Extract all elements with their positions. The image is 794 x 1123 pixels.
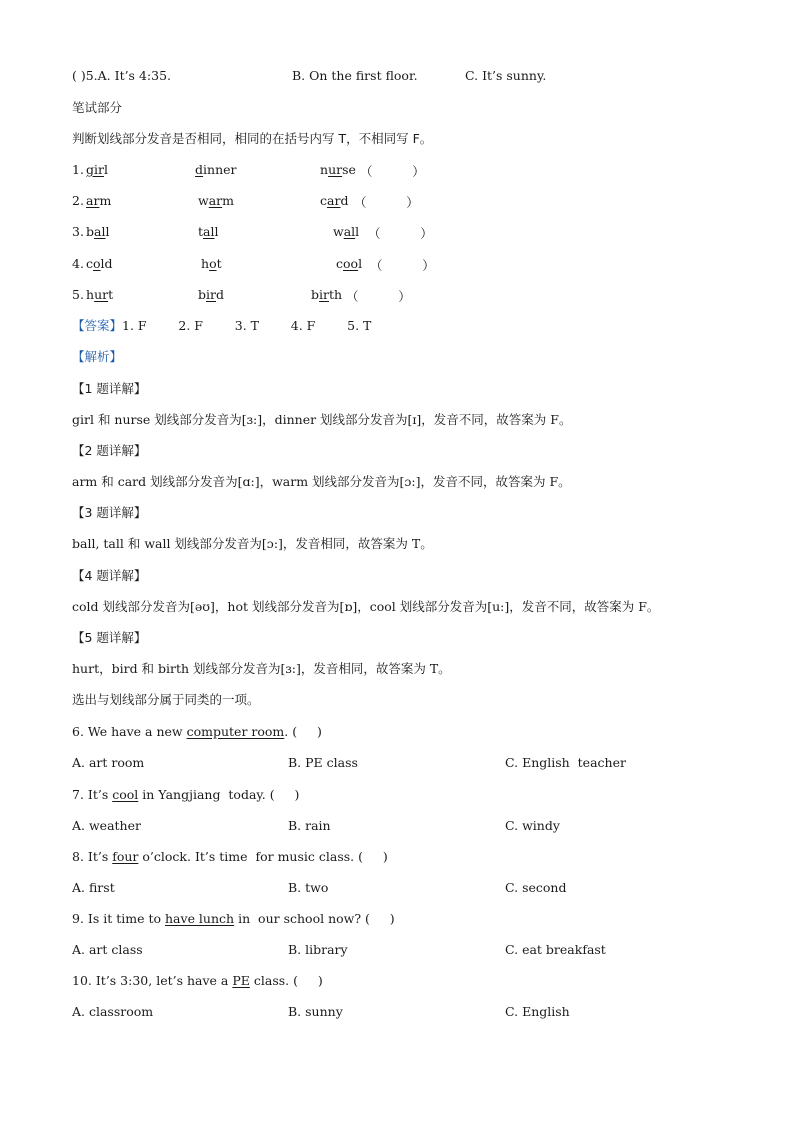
question-text: 6. We have a new (72, 724, 187, 739)
phonics-word (86, 224, 109, 239)
word-part: c (320, 193, 328, 208)
detail-title: 【2 题详解】 (72, 443, 147, 458)
word-part: m (99, 193, 112, 208)
underlined-phrase: PE (232, 973, 250, 988)
option-c: C. eat breakfast (505, 942, 606, 957)
question-text: 9. Is it time to (72, 911, 165, 926)
option-b: B. two (288, 880, 329, 895)
word-part: d (340, 193, 349, 208)
word-part: th (329, 287, 343, 302)
phonics-number: 3. (72, 224, 84, 239)
option-c: C. English (505, 1004, 570, 1019)
detail-title: 【4 题详解】 (72, 568, 147, 583)
option-c: C. second (505, 880, 567, 895)
mc-question (72, 911, 395, 927)
option-a: A. first (72, 880, 115, 895)
phonics-word (198, 193, 234, 208)
word-part: b (311, 287, 320, 302)
phonics-number: 5. (72, 287, 84, 302)
phonics-number: 1. (72, 162, 84, 177)
analysis-label: 【解析】 (72, 349, 123, 364)
word-part: l (358, 256, 363, 271)
detail-text: ball, tall 和 wall 划线部分发音为[ɔ:]，发音相同，故答案为 T。 (72, 536, 433, 551)
section2-instruction: 选出与划线部分属于同类的一项。 (72, 692, 260, 707)
underlined-letters: oo (343, 256, 359, 271)
underlined-letters: o (209, 256, 217, 271)
underlined-phrase: computer room (186, 724, 285, 739)
word-part: n (320, 162, 329, 177)
phonics-word (333, 224, 359, 239)
word-part: l (355, 224, 360, 239)
detail-text: girl 和 nurse 划线部分发音为[ɜ:]，dinner 划线部分发音为[ɪ]，发音不同，故答案为 F。 (72, 412, 572, 427)
option-c: C. English teacher (505, 755, 626, 770)
option-a: A. art room (72, 755, 145, 770)
answer-parentheses: （ ） (346, 289, 411, 304)
q5-line (72, 68, 171, 84)
word-part: t (216, 256, 222, 271)
q5-prefix: ( )5.A. It’s 4:35. (72, 68, 171, 83)
answer-line (72, 318, 371, 334)
question-text: . ( ) (284, 724, 322, 739)
word-part: se (342, 162, 356, 177)
phonics-number: 2. (72, 193, 84, 208)
underlined-letters: gir (86, 162, 104, 177)
detail-title: 【5 题详解】 (72, 630, 147, 645)
underlined-letters: al (203, 224, 215, 239)
section-written-title: 笔试部分 (72, 100, 123, 115)
word-part: d (216, 287, 225, 302)
answer-parentheses: （ ） (368, 226, 433, 241)
underlined-letters: ir (206, 287, 216, 302)
option-b: B. library (288, 942, 348, 957)
underlined-letters: ir (319, 287, 329, 302)
detail-text: hurt，bird 和 birth 划线部分发音为[ɜ:]，发音相同，故答案为 T。 (72, 661, 451, 676)
phonics-word (311, 287, 342, 302)
option-b: B. sunny (288, 1004, 343, 1019)
phonics-word (86, 193, 111, 208)
section1-instruction: 判断划线部分发音是否相同，相同的在括号内写 T，不相同写 F。 (72, 131, 433, 146)
underlined-phrase: cool (112, 787, 139, 802)
answer-values: 1. F 2. F 3. T 4. F 5. T (122, 318, 372, 333)
phonics-word (320, 162, 356, 177)
question-text: 7. It’s (72, 787, 113, 802)
underlined-letters: al (94, 224, 106, 239)
analysis-label-line (72, 349, 122, 365)
word-part: inner (203, 162, 237, 177)
question-text: 8. It’s (72, 849, 113, 864)
option-a: A. weather (72, 818, 141, 833)
question-text: 10. It’s 3:30, let’s have a (72, 973, 233, 988)
option-c: C. windy (505, 818, 560, 833)
phonics-word (86, 162, 108, 177)
phonics-word (86, 287, 113, 302)
answer-label: 【答案】 (72, 318, 123, 333)
phonics-number: 4. (72, 256, 84, 271)
underlined-letters: ur (94, 287, 109, 302)
underlined-letters: al (343, 224, 356, 239)
word-part: c (336, 256, 344, 271)
option-b: B. PE class (288, 755, 358, 770)
word-part: l (214, 224, 219, 239)
detail-text: arm 和 card 划线部分发音为[ɑ:]，warm 划线部分发音为[ɔ:]，发音不同，故答案为 F。 (72, 474, 571, 489)
question-text: class. ( ) (249, 973, 323, 988)
underlined-letters: ar (86, 193, 100, 208)
question-text: o’clock. It’s time for music class. ( ) (138, 849, 388, 864)
q5-option-b: B. On the first floor. (292, 68, 418, 83)
answer-parentheses: （ ） (360, 164, 425, 179)
word-part: t (198, 224, 204, 239)
underlined-letters: d (195, 162, 204, 177)
option-b: B. rain (288, 818, 331, 833)
phonics-word (201, 256, 222, 271)
word-part: t (108, 287, 114, 302)
option-a: A. classroom (72, 1004, 154, 1019)
word-part: ld (100, 256, 113, 271)
option-a: A. art class (72, 942, 143, 957)
underlined-phrase: four (112, 849, 139, 864)
word-part: b (198, 287, 207, 302)
question-text: in our school now? ( ) (234, 911, 395, 926)
mc-question (72, 973, 323, 989)
mc-question (72, 724, 322, 740)
underlined-letters: ar (327, 193, 341, 208)
phonics-word (198, 287, 224, 302)
word-part: h (201, 256, 210, 271)
underlined-letters: ar (208, 193, 223, 208)
detail-text: cold 划线部分发音为[əʊ]，hot 划线部分发音为[ɒ]，cool 划线部分发音为[u:]，发音不同，故答案为 F。 (72, 599, 660, 614)
detail-title: 【3 题详解】 (72, 505, 147, 520)
word-part: m (222, 193, 234, 208)
word-part: h (86, 287, 95, 302)
phonics-word (198, 224, 218, 239)
phonics-word (86, 256, 113, 271)
underlined-phrase: have lunch (165, 911, 235, 926)
answer-parentheses: （ ） (370, 258, 435, 273)
q5-option-c: C. It’s sunny. (465, 68, 547, 83)
underlined-letters: o (93, 256, 101, 271)
phonics-word (320, 193, 348, 208)
word-part: c (86, 256, 94, 271)
word-part: b (86, 224, 95, 239)
answer-parentheses: （ ） (354, 195, 419, 210)
word-part: w (333, 224, 344, 239)
mc-question (72, 787, 299, 803)
word-part: l (105, 224, 110, 239)
phonics-word (195, 162, 237, 177)
phonics-word (336, 256, 362, 271)
word-part: l (103, 162, 108, 177)
detail-title: 【1 题详解】 (72, 381, 147, 396)
question-text: in Yangjiang today. ( ) (138, 787, 300, 802)
word-part: w (198, 193, 209, 208)
underlined-letters: ur (328, 162, 343, 177)
mc-question (72, 849, 388, 865)
